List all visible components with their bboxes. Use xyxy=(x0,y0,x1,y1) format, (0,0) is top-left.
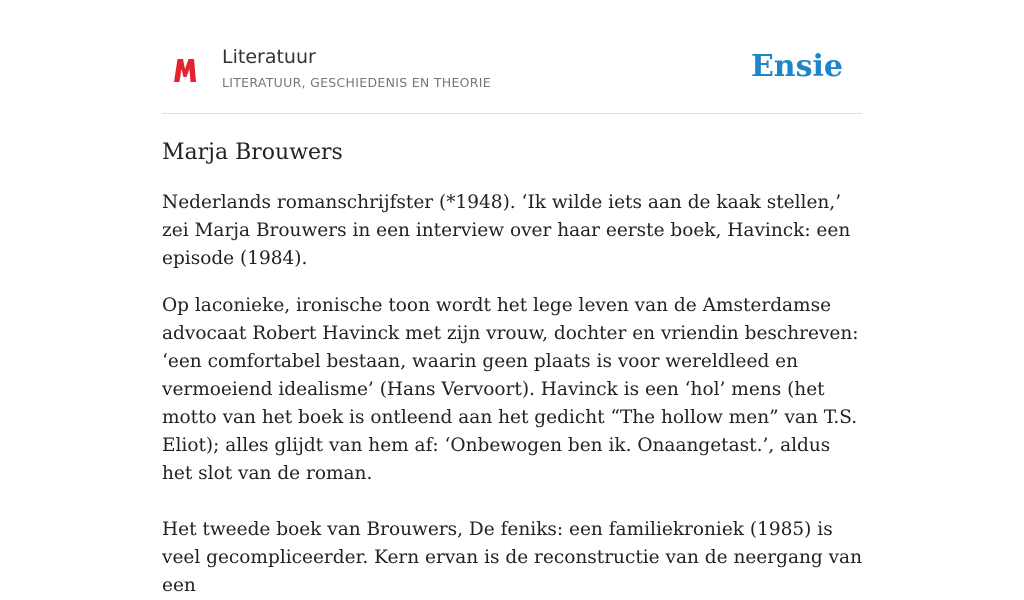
article-paragraph: Het tweede boek van Brouwers, De feniks: een familiekroniek (1985) is veel gecompliceerder. Kern ervan is de reconstructie van de neergang van een xyxy=(162,519,863,596)
article-paragraph: Nederlands romanschrijfster (*1948). ‘Ik wilde iets aan de kaak stellen,’ zei Marja Brouwers in een interview over haar eerste boek, Havinck: een episode (1984). xyxy=(162,192,851,269)
site-subtitle: LITERATUUR, GESCHIEDENIS EN THEORIE xyxy=(222,75,491,90)
article-title: Marja Brouwers xyxy=(162,140,343,165)
m-logo-icon[interactable] xyxy=(172,56,198,84)
article-paragraph: Op laconieke, ironische toon wordt het lege leven van de Amsterdamse advocaat Robert Havinck met zijn vrouw, dochter en vriendin beschreven: ‘een comfortabel bestaan, waarin geen plaats is voor wereldleed en vermoeiend idealisme’ (Hans Vervoort). Havinck is een ‘hol’ mens (het motto van het boek is ontleend aan het gedicht “The hollow men” van T.S. Eliot); alles glijdt van hem af: ‘Onbewogen ben ik. Onaangetast.’, aldus het slot van de roman. xyxy=(162,295,859,484)
content-container xyxy=(162,0,862,600)
site-title[interactable]: Literatuur xyxy=(222,46,316,68)
brand-logo[interactable]: Ensie xyxy=(750,49,843,84)
site-header xyxy=(162,0,862,114)
article xyxy=(162,138,862,600)
